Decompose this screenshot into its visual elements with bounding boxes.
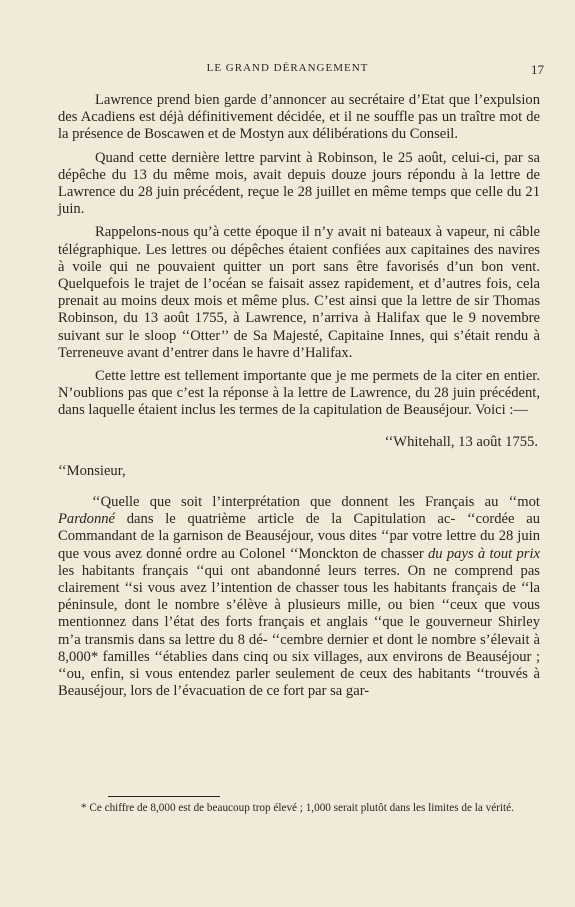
letter-salutation: ‘‘Monsieur, <box>58 462 126 479</box>
page-header <box>0 62 575 80</box>
footnote-rule <box>108 796 220 797</box>
page-number: 17 <box>531 62 544 77</box>
paragraph: Quand cette dernière lettre parvint à Robinson, le 25 août, celui-ci, par sa dépêche du 13 du même mois, avait depuis douze jours répondu à la lettre de Lawrence du 28 juin précédent, reçue le 28 juillet en même temps que celle du 21 juin. <box>58 149 540 218</box>
body-text <box>58 92 540 707</box>
paragraph: Rappelons-nous qu’à cette époque il n’y avait ni bateaux à vapeur, ni câble télégraphique. Les lettres ou dépêches étaient confiées aux capitaines des navires à voile qui ne pouvaient quitter un port sans être favorisés d’un bon vent. Quelquefois le trajet de l’océan se faisait assez rapidement, et d’autres fois, cela prenait au moins deux mois et même plus. C’est ainsi que la lettre de sir Thomas Robinson, du 13 août 1755, à Lawrence, n’arriva à Halifax que le 9 novembre suivant sur le sloop ‘‘Otter’’ de Sa Majesté, Capitaine Innes, qui s’était rendu à Terreneuve avant d’entrer dans le havre d’Halifax. <box>58 224 540 361</box>
letter-date-line: ‘‘Whitehall, 13 août 1755. <box>384 433 538 450</box>
letter-emphasis: du pays à tout prix <box>428 545 540 562</box>
running-title: LE GRAND DÉRANGEMENT <box>206 62 369 74</box>
paragraph: Lawrence prend bien garde d’annoncer au secrétaire d’Etat que l’expulsion des Acadiens est déjà définitivement décidée, et il ne souffle pas un traître mot de la présence de Boscawen et de Mostyn aux délibérations du Conseil. <box>58 92 540 143</box>
paragraph: Cette lettre est tellement importante que je me permets de la citer en entier. N’oublions pas que c’est la réponse à la lettre de Lawrence, du 28 juin précédent, dans laquelle étaient inclus les termes de la capitulation de Beauséjour. Voici :— <box>58 368 540 419</box>
footnote: * Ce chiffre de 8,000 est de beaucoup trop élevé ; 1,000 serait plutôt dans les limites de la vérité. <box>81 802 514 814</box>
letter-text: les habitants français ‘‘qui ont abandonné leurs terres. On ne comprend pas clairement ‘‘si vous avez l’intention de chasser tous les habitants français de ‘‘la péninsule, dont le nombre s’élève à plusieurs mille, ou bien ‘‘ceux que vous mentionnez dans l’état des forts français et anglais ‘‘que le gouverneur Shirley m’a transmis dans sa lettre du 8 dé- ‘‘cembre dernier et dont le nombre s’élevait à 8,000* familles ‘‘établies dans cinq ou six villages, aux environs de Beauséjour ; ‘‘ou, enfin, si vous entendez parler seulement de ceux des habitants ‘‘trouvés à Beauséjour, lors de l’évacuation de ce fort par sa gar- <box>58 562 540 700</box>
letter-text: ‘‘Quelle que soit l’interprétation que donnent les Français au ‘‘mot <box>92 494 540 511</box>
letter-body <box>58 494 540 700</box>
letter-text: dans le quatrième article de la Capitulation ac- ‘‘cordée au Commandant de la garnison de Beauséjour, vous dites ‘‘par votre lettre du 28 juin que vous avez donné ordre au Colonel ‘‘Monckton de chasser <box>58 511 540 562</box>
letter-emphasis: Pardonné <box>58 511 116 528</box>
